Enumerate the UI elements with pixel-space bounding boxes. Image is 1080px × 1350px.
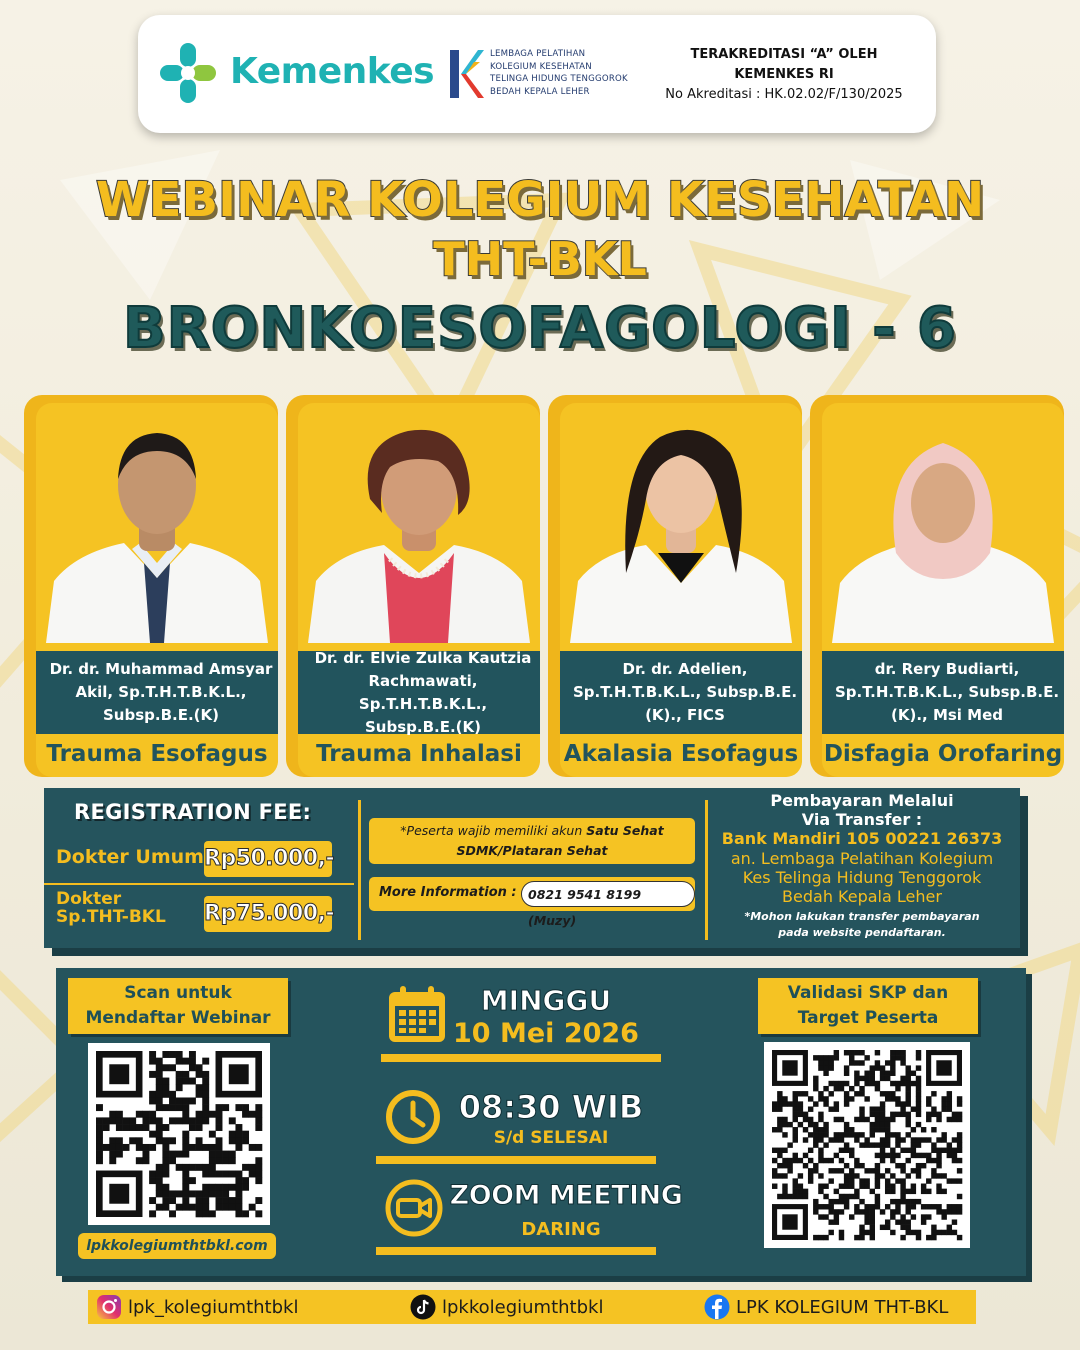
tiktok-icon: [410, 1294, 436, 1320]
info-label: More Information :: [379, 885, 517, 900]
speaker-topic: Trauma Inhalasi: [316, 741, 522, 767]
divider: [358, 800, 361, 940]
instagram-icon: [96, 1294, 122, 1320]
speaker-topic: Disfagia Orofaring: [823, 741, 1063, 767]
speaker-name: Dr. dr. Adelien, Sp.T.H.T.B.K.L., Subsp.B.E. (K)., FICS: [560, 651, 802, 734]
event-mode: DARING: [521, 1219, 601, 1240]
registration-qr-code[interactable]: [88, 1043, 270, 1225]
fee-value: Rp50.000,-: [204, 841, 332, 877]
event-time-end: S/d SELESAI: [493, 1128, 609, 1148]
accreditation-line: KEMENKES RI: [734, 67, 834, 82]
account-requirement-note: *Peserta wajib memiliki akun Satu Sehat SDMK/Plataran Sehat: [369, 818, 695, 864]
speaker-photo: [298, 403, 540, 643]
tiktok-handle: lpkkolegiumthtbkl: [442, 1296, 604, 1318]
video-camera-icon: [384, 1178, 444, 1238]
header-card: [138, 15, 936, 133]
account-holder: an. Lembaga Pelatihan Kolegium Kes Telinga Hidung Tenggorok Bedah Kepala Leher: [730, 849, 994, 906]
speaker-photo: [560, 403, 802, 643]
fee-value: Rp75.000,-: [204, 896, 332, 932]
calendar-icon: [386, 984, 448, 1046]
payment-note: *Mohon lakukan transfer pembayaran pada website pendaftaran.: [744, 910, 980, 939]
facebook-icon: [704, 1294, 730, 1320]
event-date: 10 Mei 2026: [453, 1018, 639, 1049]
accreditation-block: [643, 45, 925, 105]
clock-icon: [384, 1088, 442, 1146]
divider-bar: [381, 1054, 661, 1062]
accreditation-number: No Akreditasi : HK.02.02/F/130/2025: [665, 87, 903, 102]
more-information-box: [369, 877, 695, 928]
speaker-card: [24, 395, 278, 777]
speaker-name: Dr. dr. Muhammad Amsyar Akil, Sp.T.H.T.B.K.L., Subsp.B.E.(K): [36, 651, 278, 734]
tiktok-link[interactable]: [410, 1292, 603, 1322]
divider-bar: [376, 1156, 656, 1164]
contact-phone[interactable]: 0821 9541 8199 (Muzy): [521, 881, 695, 907]
fee-divider: [44, 883, 354, 885]
facebook-link[interactable]: [704, 1292, 948, 1322]
payment-info: Pembayaran Melalui Via Transfer : Bank Mandiri 105 00221 26373 an. Lembaga Pelatihan Kolegium Kes Telinga Hidung Tenggorok Bedah Kepala Leher *Mohon lakukan transfer pembayaran pada website pendaftaran.: [712, 791, 1012, 941]
institution-line: KOLEGIUM KESEHATAN: [490, 61, 592, 72]
divider-bar: [376, 1247, 656, 1255]
speaker-topic: Trauma Esofagus: [46, 741, 268, 767]
lp-logo: [448, 48, 484, 100]
speaker-name: dr. Rery Budiarti, Sp.T.H.T.B.K.L., Subsp.B.E. (K)., Msi Med: [822, 651, 1064, 734]
event-title-line2: THT-BKL: [433, 232, 647, 286]
event-day: MINGGU: [480, 984, 612, 1017]
bank-account: Bank Mandiri 105 00221 26373: [721, 829, 1003, 848]
scan-register-label: Scan untuk Mendaftar Webinar: [68, 978, 288, 1034]
website-link[interactable]: lpkkolegiumthtbkl.com: [78, 1233, 276, 1259]
institution-line: BEDAH KEPALA LEHER: [490, 86, 590, 97]
social-footer: [88, 1290, 976, 1324]
speaker-name: Dr. dr. Elvie Zulka Kautzia Rachmawati, Sp.T.H.T.B.K.L., Subsp.B.E.(K): [298, 651, 540, 734]
kemenkes-wordmark: Kemenkes: [230, 51, 435, 92]
divider: [705, 800, 708, 940]
event-subtitle: BRONKOESOFAGOLOGI - 6: [123, 296, 957, 361]
facebook-page: LPK KOLEGIUM THT-BKL: [736, 1296, 949, 1318]
instagram-link[interactable]: [96, 1292, 298, 1322]
event-title-line1: WEBINAR KOLEGIUM KESEHATAN: [95, 172, 985, 228]
event-details-panel: [56, 968, 1026, 1276]
fee-label: Dokter Sp.THT-BKL: [56, 889, 166, 927]
speaker-card: [286, 395, 540, 777]
registration-title: REGISTRATION FEE:: [74, 800, 312, 824]
speaker-topic: Akalasia Esofagus: [563, 741, 799, 767]
speaker-card: [548, 395, 802, 777]
instagram-handle: lpk_kolegiumthtbkl: [128, 1296, 299, 1318]
fee-label: Dokter Umum: [56, 846, 204, 868]
institution-line: TELINGA HIDUNG TENGGOROK: [490, 74, 628, 85]
validation-label: Validasi SKP dan Target Peserta: [758, 978, 978, 1034]
registration-panel: [44, 788, 1020, 948]
validation-qr-code[interactable]: [764, 1042, 970, 1248]
speaker-card: [810, 395, 1064, 777]
accreditation-line: TERAKREDITASI “A” OLEH: [690, 47, 878, 62]
event-platform: ZOOM MEETING: [449, 1180, 683, 1211]
institution-line: LEMBAGA PELATIHAN: [490, 49, 586, 59]
event-time: 08:30 WIB: [458, 1088, 644, 1126]
speaker-photo: [822, 403, 1064, 643]
kemenkes-logo: [158, 41, 220, 107]
speaker-photo: [36, 403, 278, 643]
institution-name: [490, 48, 628, 98]
